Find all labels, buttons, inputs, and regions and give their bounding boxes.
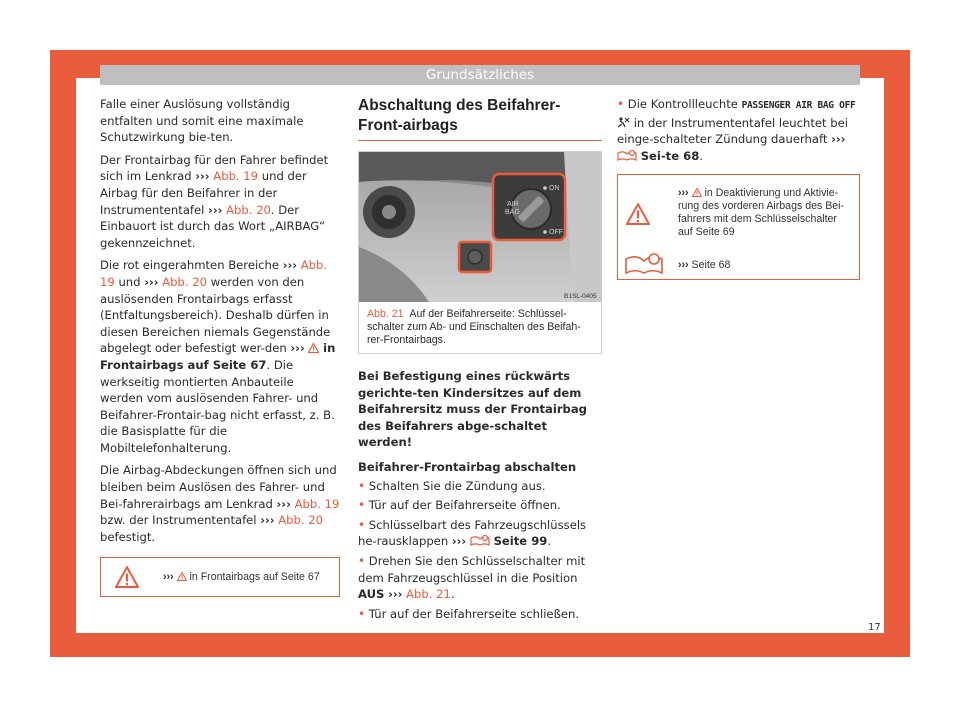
- section-heading: Abschaltung des Beifahrer-Front-airbags: [358, 97, 561, 134]
- list-item: • Tür auf der Beifahrerseite schließen.: [358, 606, 580, 621]
- ref-page-68[interactable]: Sei-te 68: [640, 148, 700, 163]
- list-item: • Tür auf der Beifahrerseite öffnen.: [358, 498, 561, 513]
- lamp-label: PASSENGER AIR BAG OFF: [741, 100, 856, 111]
- svg-text:BAG: BAG: [505, 209, 520, 216]
- list-item: • Schlüsselbart des Fahrzeugschlüssels he-rausklappen ››› Seite 99.: [358, 517, 587, 549]
- ref-abb-20[interactable]: Abb. 20: [226, 202, 271, 217]
- ref-abb-19[interactable]: Abb. 19: [294, 496, 340, 511]
- link-frontairbags[interactable]: in Frontairbags auf Seite 67: [100, 341, 336, 372]
- ref-abb-20[interactable]: Abb. 20: [162, 274, 208, 289]
- airbag-switch-photo: [359, 152, 601, 302]
- ref-page-99[interactable]: Seite 99: [493, 534, 548, 549]
- ref-abb-19[interactable]: Abb. 19: [213, 169, 259, 184]
- column-left: [100, 96, 340, 597]
- book-icon: [624, 253, 664, 275]
- list-title: Beifahrer-Frontairbag abschalten: [358, 459, 577, 474]
- passenger-airbag-off-icon: [617, 117, 630, 128]
- column-right: [617, 96, 860, 280]
- paragraph-1: Falle einer Auslösung vollständig entfalten und somit eine maximale Schutzwirkung bie-ten.: [100, 97, 304, 145]
- step-list: [358, 478, 602, 623]
- subheading: Bei Befestigung eines rückwärts gerichte-ten Kindersitzes auf dem Beifahrersitz muss der Frontairbag des Beifahrers abge-schaltet werden!: [358, 369, 587, 450]
- book-icon: [470, 535, 490, 546]
- book-icon: [617, 150, 637, 161]
- column-middle: [358, 96, 602, 622]
- warning-link[interactable]: in Frontairbags auf Seite 67: [189, 571, 320, 584]
- switch-label-off: OFF: [549, 229, 563, 236]
- warning-triangle-icon: [115, 566, 139, 588]
- heading-divider: [358, 140, 602, 141]
- list-item: • Schalten Sie die Zündung aus.: [358, 478, 546, 493]
- warning-box: ››› in Frontairbags auf Seite 67: [100, 557, 340, 597]
- page-number: 17: [868, 622, 881, 633]
- figure-21: [358, 151, 602, 354]
- svg-text:AIR: AIR: [507, 201, 519, 208]
- header-title: Grundsätzliches: [425, 67, 535, 83]
- warning-box: ››› in Deaktivierung und Aktivie-rung des vorderen Airbags des Bei-fahrers mit dem Schlüsselschalter auf Seite 69 ››› Seite 68: [617, 174, 860, 280]
- switch-label-on: ON: [549, 185, 560, 192]
- book-link[interactable]: Seite 68: [691, 259, 731, 272]
- warning-triangle-icon: [177, 572, 187, 581]
- paragraph-3: Die rot eingerahmten Bereiche ››› Abb. 19 und ››› Abb. 20 werden von den auslösenden Frontairbags erfasst (Entfaltungsbereich). Deshalb dürfen in diesen Bereichen niemals Gegenstände abgelegt oder befestigt wer-den ››› in Frontairbags auf Seite 67. Die werkseitig montierten Anbauteile werden vom auslösenden Fahrer- und Beifahrer-Frontair-bag nicht erfasst, z. B. die Basisplatte für die Mobiltelefonhalterung.: [100, 258, 336, 455]
- warning-triangle-icon: [308, 343, 319, 353]
- page-header: [100, 65, 860, 85]
- paragraph-4: Die Airbag-Abdeckungen öffnen sich und bleiben beim Auslösen des Fahrer- und Bei-fahrerairbags am Lenkrad ››› Abb. 19 bzw. der Instrumententafel ››› Abb. 20 befestigt.: [100, 463, 340, 544]
- ref-abb-19[interactable]: Abb. 19: [100, 258, 328, 289]
- paragraph-lamp: • Die Kontrollleuchte PASSENGER AIR BAG OFF in der Instrumententafel leuchtet bei einge-schalteter Zündung dauerhaft ››› Sei-te 68.: [617, 97, 856, 163]
- warning-link[interactable]: in Deaktivierung und Aktivie-rung des vorderen Airbags des Bei-fahrers mit dem Schlüsselschalter auf Seite 69: [678, 187, 845, 239]
- figure-code: B1SL-0405: [564, 293, 597, 300]
- list-item: • Drehen Sie den Schlüsselschalter mit dem Fahrzeugschlüssel in die Position AUS ››› Abb. 21.: [358, 553, 586, 602]
- warning-triangle-icon: [626, 203, 650, 225]
- ref-abb-20[interactable]: Abb. 20: [278, 513, 324, 528]
- ref-abb-21[interactable]: Abb. 21: [406, 587, 451, 602]
- paragraph-2: Der Frontairbag für den Fahrer befindet sich im Lenkrad ››› Abb. 19 und der Airbag für den Beifahrer in der Instrumententafel ››› Abb. 20. Der Einbauort ist durch das Wort „AIRBAG“ gekennzeichnet.: [100, 152, 329, 250]
- warning-triangle-icon: [692, 188, 702, 197]
- figure-caption: Abb. 21 Auf der Beifahrerseite: Schlüssel-schalter zum Ab- und Einschalten des Beifah-rer-Frontairbags.: [367, 308, 581, 346]
